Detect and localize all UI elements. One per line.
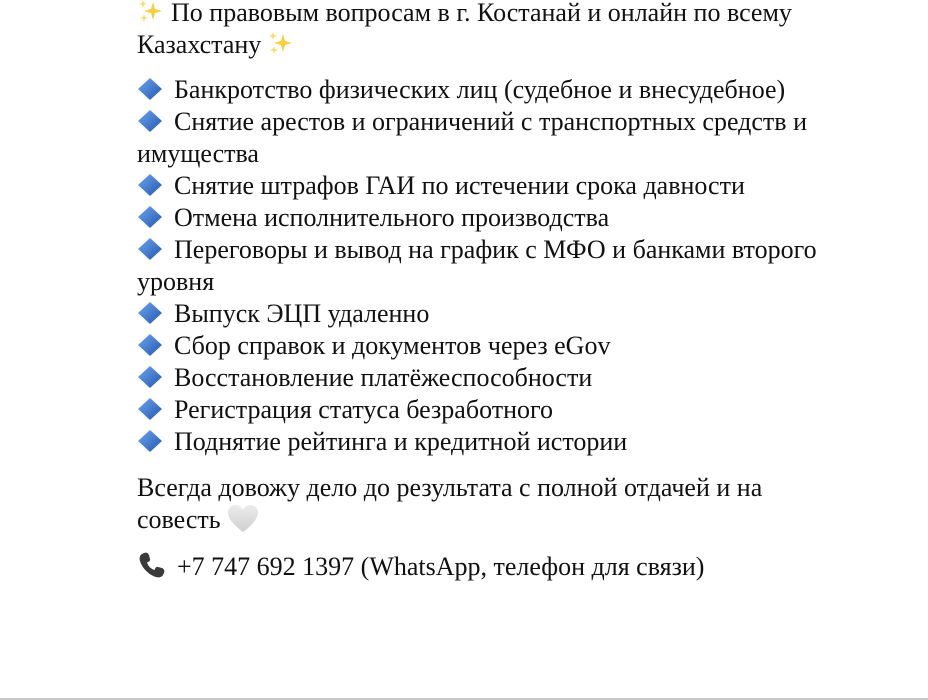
small-blue-diamond-icon bbox=[137, 77, 163, 101]
intro-paragraph bbox=[137, 0, 817, 61]
post-body bbox=[137, 0, 817, 583]
small-blue-diamond-icon bbox=[137, 237, 163, 261]
small-blue-diamond-icon bbox=[137, 109, 163, 133]
list-item: Восстановление платёжеспособности bbox=[137, 362, 817, 394]
sparkles-icon bbox=[267, 30, 293, 56]
list-item: Выпуск ЭЦП удаленно bbox=[137, 298, 817, 330]
list-item: Регистрация статуса безработного bbox=[137, 394, 817, 426]
sparkles-icon bbox=[137, 0, 163, 24]
closing-text: Всегда довожу дело до результата с полной отдачей и на совесть bbox=[137, 473, 763, 534]
small-blue-diamond-icon bbox=[137, 397, 163, 421]
small-blue-diamond-icon bbox=[137, 429, 163, 453]
telephone-receiver-icon bbox=[137, 550, 167, 580]
contact-line bbox=[137, 550, 817, 583]
white-heart-icon bbox=[227, 504, 259, 534]
small-blue-diamond-icon bbox=[137, 205, 163, 229]
phone-number-link[interactable]: +7 747 692 1397 (WhatsApp, телефон для связи) bbox=[177, 552, 705, 581]
services-list bbox=[137, 74, 817, 458]
list-item: Переговоры и вывод на график с МФО и банками второго уровня bbox=[137, 235, 817, 296]
intro-text: По правовым вопросам в г. Костанай и онлайн по всему Казахстану bbox=[137, 0, 792, 59]
small-blue-diamond-icon bbox=[137, 365, 163, 389]
list-item: Сбор справок и документов через eGov bbox=[137, 330, 817, 362]
small-blue-diamond-icon bbox=[137, 333, 163, 357]
list-item: Снятие штрафов ГАИ по истечении срока давности bbox=[137, 170, 817, 202]
small-blue-diamond-icon bbox=[137, 301, 163, 325]
list-item: Снятие арестов и ограничений с транспортных средств и имущества bbox=[137, 107, 807, 168]
list-item: Поднятие рейтинга и кредитной истории bbox=[137, 426, 817, 458]
closing-paragraph bbox=[137, 472, 817, 536]
list-item: Банкротство физических лиц (судебное и внесудебное) bbox=[137, 74, 817, 106]
small-blue-diamond-icon bbox=[137, 173, 163, 197]
list-item: Отмена исполнительного производства bbox=[137, 202, 817, 234]
